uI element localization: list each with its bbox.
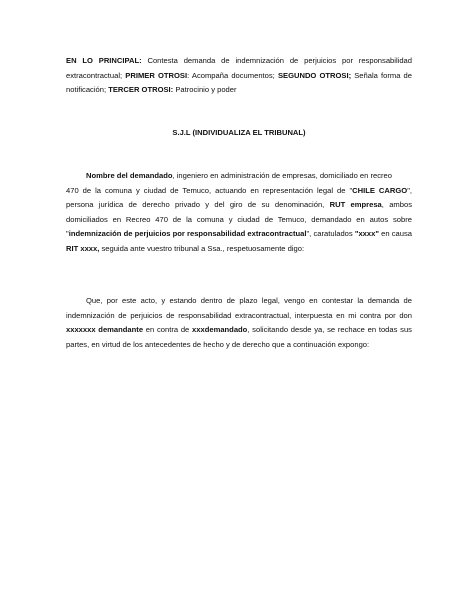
- paragraph-text: en contra de: [143, 325, 193, 334]
- paragraph-line: [66, 323, 412, 338]
- paragraph-text: partes, en virtud de los antecedentes de hecho y de derecho que a continuación expongo:: [66, 339, 370, 349]
- paragraph-text: 470 de la comuna y ciudad de Temuco, actuando en representación legal de ": [66, 185, 353, 195]
- paragraph-2: [66, 294, 412, 352]
- tercer-otrosi-label: TERCER OTROSI:: [108, 85, 174, 94]
- summary-text: : Acompaña documentos;: [187, 70, 278, 80]
- tribunal-heading-text: S.J.L (INDIVIDUALIZA EL TRIBUNAL): [172, 128, 306, 137]
- paragraph-text: seguida ante vuestro tribunal a Ssa., respetuosamente digo:: [99, 243, 305, 253]
- paragraph-text: ": [66, 229, 69, 238]
- paragraph-line: [66, 242, 412, 257]
- tribunal-heading: [66, 126, 412, 141]
- segundo-otrosi-label: SEGUNDO OTROSI;: [277, 70, 352, 80]
- paragraph-line: [66, 184, 412, 199]
- summary-text: Patrocinio y poder: [173, 85, 237, 94]
- paragraph-text: , ambos: [381, 200, 412, 209]
- paragraph-line: [66, 198, 412, 213]
- case-caption: "xxxx": [354, 229, 379, 238]
- defendant-name: Nombre del demandado: [86, 171, 173, 180]
- paragraph-line: [66, 169, 412, 184]
- summary-text: extracontractual;: [66, 70, 126, 80]
- company-rut: RUT empresa: [329, 200, 382, 209]
- paragraph-line: [66, 294, 412, 309]
- summary-block: [66, 54, 412, 98]
- paragraph-1: [66, 169, 412, 256]
- primer-otrosi-label: PRIMER OTROSI: [125, 70, 188, 80]
- paragraph-text: ", caratulados: [306, 229, 355, 238]
- paragraph-line: [66, 338, 412, 353]
- paragraph-line: [66, 309, 412, 324]
- case-rit: RIT xxxx,: [66, 243, 100, 253]
- principal-text: Contesta demanda de indemnización de perjuicios por responsabilidad: [141, 56, 412, 65]
- paragraph-text: , ingeniero en administración de empresas, domiciliado en recreo: [172, 171, 392, 180]
- summary-line: [66, 83, 412, 98]
- paragraph-text: en causa: [378, 229, 412, 238]
- company-name: CHILE CARGO: [352, 185, 408, 195]
- plaintiff-name: xxxxxxx demandante: [66, 325, 144, 334]
- paragraph-text: domiciliados en Recreo 470 de la comuna y ciudad de Temuco, demandado en autos sobre: [66, 214, 412, 224]
- summary-text: notificación;: [66, 85, 109, 94]
- summary-line: [66, 54, 412, 69]
- paragraph-text: , solicitando desde ya, se rechace en todas sus: [247, 325, 412, 334]
- paragraph-text: ",: [407, 185, 413, 195]
- case-subject: indemnización de perjuicios por responsabilidad extracontractual: [68, 229, 307, 238]
- paragraph-text: Que, por este acto, y estando dentro de plazo legal, vengo en contestar la demanda de: [86, 296, 412, 305]
- principal-label: EN LO PRINCIPAL:: [66, 56, 142, 65]
- summary-text: Señala forma de: [351, 70, 412, 80]
- defendant-placeholder: xxxdemandado: [192, 325, 248, 334]
- summary-line: [66, 69, 412, 84]
- paragraph-line: [66, 213, 412, 228]
- paragraph-line: [66, 227, 412, 242]
- paragraph-text: indemnización de perjuicios de responsabilidad extracontractual, interpuesta en mi contra por don: [66, 310, 412, 320]
- paragraph-text: persona jurídica de derecho privado y del giro de su denominación,: [66, 200, 330, 209]
